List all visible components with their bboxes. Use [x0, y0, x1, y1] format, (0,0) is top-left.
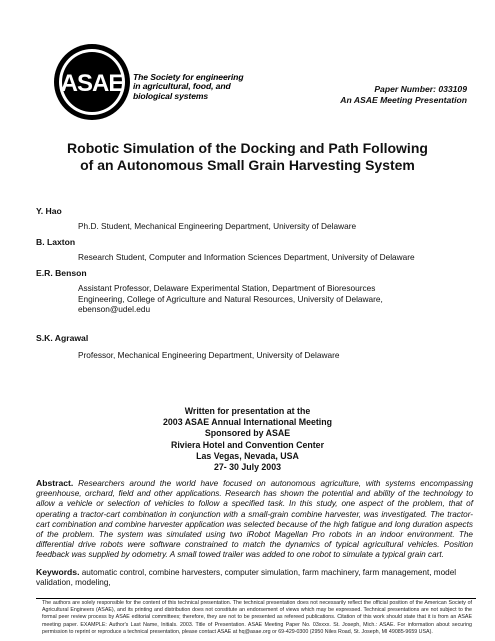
author-name: E.R. Benson	[36, 268, 87, 278]
keywords-text: automatic control, combine harvesters, computer simulation, farm machinery, farm management, model validation, modeling,	[36, 568, 457, 588]
paper-title: Robotic Simulation of the Docking and Path Following of an Autonomous Small Grain Harvesting System	[67, 140, 428, 173]
author-email: ebenson@udel.edu	[78, 304, 151, 315]
keywords	[36, 567, 473, 588]
author-name: S.K. Agrawal	[36, 333, 89, 343]
abstract	[36, 478, 473, 561]
author-affiliation: Ph.D. Student, Mechanical Engineering Department, University of Delaware	[78, 221, 357, 231]
keywords-label: Keywords.	[36, 567, 80, 577]
society-tagline: The Society for engineering in agricultural, food, and biological systems	[133, 72, 244, 101]
asae-logo	[52, 42, 132, 122]
meeting-presentation-label: An ASAE Meeting Presentation	[340, 95, 467, 105]
paper-meta	[340, 84, 467, 106]
logo-letters: ASAE	[60, 70, 124, 97]
abstract-label: Abstract.	[36, 478, 74, 488]
abstract-text: Researchers around the world have focused on autonomous agriculture, with systems encompassing greenhouse, orchard, field and other applications. Research has shown the potential and ability of the technology to allow a vehicle or selection of vehicles to follow a specified task. In this study, one aspect of the problem, that of operating a tractor-cart combination in conjunction with a small-grain combine harvester, was investigated. The tractor-cart combination and combine harvester application was selected because of the high fatigue and long duration aspects of the problem. The system was simulated using two iRobot Magellan Pro robots in an indoor environment. The differential drive robots were software constrained to match the dynamics of typical agricultural vehicles. Position feedback was supplied by odometry. A small towed trailer was added to one robot to simulate a typical grain cart.	[36, 479, 474, 560]
author-name: B. Laxton	[36, 237, 76, 247]
author-affiliation: Assistant Professor, Delaware Experimental Station, Department of Bioresources Engineering, College of Agriculture and Natural Resources, University of Delaware, ebenson@udel.edu	[78, 283, 473, 315]
author-affiliation: Research Student, Computer and Information Sciences Department, University of Delaware	[78, 252, 415, 262]
footer-disclaimer: The authors are solely responsible for the content of this technical presentation. The technical presentation does not necessarily reflect the official position of the American Society of Agricultural Engineers (ASAE), and its printing and distribution does not constitute an endorsement of views which may be expressed. Technical presentations are not subject to the formal peer review process by ASAE editorial committees; therefore, they are not to be presented as refereed publications. Citation of this work should state that it is from an ASAE meeting paper. EXAMPLE: Author's Last Name, Initials. 2003. Title of Presentation. ASAE Meeting Paper No. 03xxxx. St. Joseph, Mich.: ASAE. For information about securing permission to reprint or reproduce a technical presentation, please contact ASAE at hq@asae.org or 69-429-0300 (2950 Niles Road, St. Joseph, MI 49085-9659 USA).	[42, 600, 472, 635]
author-affiliation: Professor, Mechanical Engineering Department, University of Delaware	[78, 350, 340, 360]
presentation-info: Written for presentation at the 2003 ASAE Annual International Meeting Sponsored by ASAE Riviera Hotel and Convention Center Las Vegas, Nevada, USA 27- 30 July 2003	[163, 406, 332, 473]
paper-number: Paper Number: 033109	[374, 84, 467, 94]
author-name: Y. Hao	[36, 206, 62, 216]
